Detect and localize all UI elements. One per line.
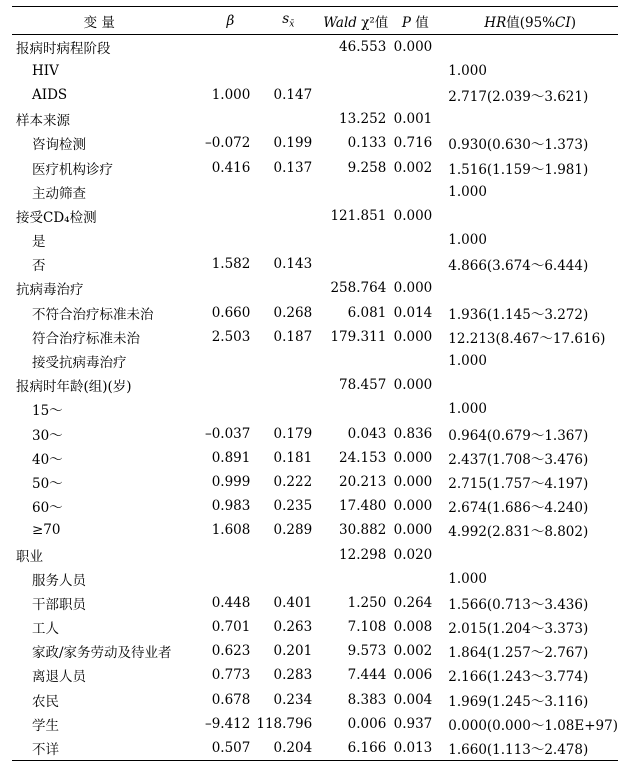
cell-variable: 职业	[16, 548, 43, 565]
cell-variable: 50～	[32, 475, 63, 492]
cell-p	[388, 252, 442, 276]
cell-se	[256, 180, 320, 204]
cell-se	[256, 204, 320, 228]
cell-hr: 1.000	[448, 570, 487, 587]
regression-table	[12, 6, 618, 761]
header-se-symbol: s	[282, 11, 290, 28]
cell-se: 0.179	[273, 425, 313, 442]
cell-hr: 1.516(1.159～1.981)	[448, 161, 589, 178]
cell-hr	[442, 276, 618, 300]
cell-variable: 是	[32, 234, 46, 251]
cell-beta	[187, 59, 257, 83]
cell-p: 0.000	[393, 280, 433, 297]
cell-p: 0.000	[393, 207, 433, 224]
cell-wald: 0.133	[347, 135, 387, 152]
cell-hr: 2.717(2.039～3.621)	[448, 88, 589, 105]
cell-hr: 1.000	[448, 232, 487, 249]
cell-se: 0.201	[273, 643, 313, 660]
table-row	[12, 615, 618, 639]
cell-beta	[187, 567, 257, 591]
cell-beta: 2.503	[211, 328, 251, 345]
cell-variable: 服务人员	[32, 572, 86, 589]
cell-wald: 258.764	[330, 280, 387, 297]
cell-hr: 4.866(3.674～6.444)	[448, 258, 589, 275]
header-hr	[442, 7, 618, 35]
cell-p: 0.000	[393, 449, 433, 466]
header-wald-rest: χ²值	[356, 14, 389, 31]
cell-beta: 0.416	[211, 159, 251, 176]
table-row	[12, 446, 618, 470]
table-row	[12, 155, 618, 179]
header-p	[388, 7, 442, 35]
table-row	[12, 301, 618, 325]
cell-wald: 78.457	[339, 377, 387, 394]
cell-wald	[320, 252, 388, 276]
cell-wald: 9.258	[347, 159, 387, 176]
cell-se: 0.222	[273, 473, 313, 490]
table-row	[12, 470, 618, 494]
table-row	[12, 204, 618, 228]
table-row	[12, 688, 618, 712]
cell-p: 0.937	[393, 715, 433, 732]
cell-variable: 报病时病程阶段	[16, 40, 111, 57]
cell-beta: 0.983	[211, 498, 251, 515]
cell-se: 0.199	[273, 135, 313, 152]
cell-variable: 主动筛查	[32, 185, 86, 202]
cell-variable: 干部职员	[32, 596, 86, 613]
table-row	[12, 567, 618, 591]
cell-hr	[442, 204, 618, 228]
cell-beta: –0.072	[204, 135, 251, 152]
table-row	[12, 349, 618, 373]
cell-variable: 样本来源	[16, 113, 70, 130]
cell-se	[256, 59, 320, 83]
cell-variable: 30～	[32, 427, 63, 444]
cell-se	[256, 397, 320, 421]
cell-variable: 抗病毒治疗	[16, 282, 84, 299]
cell-se: 0.143	[273, 256, 313, 273]
cell-beta: 0.891	[211, 449, 251, 466]
cell-p: 0.004	[393, 691, 433, 708]
cell-se: 0.187	[273, 328, 313, 345]
cell-wald: 30.882	[339, 522, 387, 539]
cell-variable: 报病时年龄(组)(岁)	[16, 379, 132, 396]
header-variable-label: 变 量	[83, 14, 115, 31]
cell-wald: 13.252	[339, 111, 387, 128]
cell-wald: 9.573	[347, 643, 387, 660]
cell-beta: 0.773	[211, 667, 251, 684]
table-row	[12, 276, 618, 300]
cell-wald	[320, 180, 388, 204]
cell-hr: 1.000	[448, 62, 487, 79]
cell-se: 0.268	[273, 304, 313, 321]
table-row	[12, 83, 618, 107]
table-row	[12, 712, 618, 736]
cell-wald: 7.108	[347, 619, 387, 636]
cell-p: 0.000	[393, 38, 433, 55]
cell-p: 0.008	[393, 619, 433, 636]
cell-p: 0.020	[393, 546, 433, 563]
cell-variable: HIV	[32, 62, 59, 79]
cell-variable: 不符合治疗标准未治	[32, 306, 154, 323]
cell-hr	[442, 35, 618, 59]
cell-hr: 1.969(1.245～3.116)	[448, 693, 589, 710]
cell-beta	[187, 349, 257, 373]
cell-wald: 46.553	[339, 38, 387, 55]
table-row	[12, 325, 618, 349]
cell-se	[256, 349, 320, 373]
cell-beta	[187, 228, 257, 252]
table-row	[12, 180, 618, 204]
cell-wald	[320, 397, 388, 421]
cell-se	[256, 542, 320, 566]
cell-beta	[187, 276, 257, 300]
cell-hr: 2.015(1.204～3.373)	[448, 621, 589, 638]
cell-hr: 2.674(1.686～4.240)	[448, 500, 589, 517]
cell-beta: 0.507	[187, 736, 257, 760]
cell-se	[256, 276, 320, 300]
table-row	[12, 663, 618, 687]
cell-variable: AIDS	[32, 86, 68, 103]
cell-hr: 1.864(1.257～2.767)	[448, 645, 589, 662]
cell-se: 0.181	[273, 449, 313, 466]
table-row	[12, 639, 618, 663]
table-row	[12, 422, 618, 446]
cell-se: 0.263	[273, 619, 313, 636]
cell-hr	[442, 373, 618, 397]
cell-variable: ≥70	[32, 522, 61, 539]
table-row	[12, 252, 618, 276]
table-row	[12, 228, 618, 252]
cell-wald: 6.166	[320, 736, 388, 760]
cell-se	[256, 567, 320, 591]
cell-p	[388, 397, 442, 421]
cell-p	[388, 180, 442, 204]
cell-wald	[320, 349, 388, 373]
cell-hr: 1.936(1.145～3.272)	[448, 306, 589, 323]
header-wald	[320, 7, 388, 35]
cell-wald	[320, 59, 388, 83]
cell-p: 0.000	[393, 328, 433, 345]
cell-beta	[187, 542, 257, 566]
header-hr-ci: CI	[555, 14, 571, 31]
table-row	[12, 131, 618, 155]
table-row	[12, 397, 618, 421]
cell-p: 0.013	[388, 736, 442, 760]
cell-hr: 0.964(0.679～1.367)	[448, 427, 589, 444]
cell-wald: 12.298	[339, 546, 387, 563]
cell-hr: 2.166(1.243～3.774)	[448, 669, 589, 686]
cell-wald: 0.006	[347, 715, 387, 732]
header-hr-mid: 值(95%	[506, 14, 556, 31]
header-variable	[12, 7, 187, 35]
cell-variable: 60～	[32, 500, 63, 517]
cell-wald	[320, 567, 388, 591]
cell-variable: 医疗机构诊疗	[32, 161, 113, 178]
cell-wald: 24.153	[339, 449, 387, 466]
cell-hr: 1.000	[448, 401, 487, 418]
cell-se: 0.235	[273, 498, 313, 515]
cell-p	[388, 59, 442, 83]
cell-variable: 接受CD₄检测	[16, 209, 97, 226]
cell-variable: 符合治疗标准未治	[32, 330, 140, 347]
cell-wald: 6.081	[347, 304, 387, 321]
cell-se: 0.234	[273, 691, 313, 708]
cell-se: 0.283	[273, 667, 313, 684]
cell-se	[256, 228, 320, 252]
table-row	[12, 518, 618, 542]
cell-beta: 0.701	[211, 619, 251, 636]
cell-p: 0.000	[393, 473, 433, 490]
table-row	[12, 59, 618, 83]
cell-p: 0.001	[393, 111, 433, 128]
cell-beta	[187, 35, 257, 59]
cell-se: 0.289	[273, 522, 313, 539]
cell-p: 0.836	[393, 425, 433, 442]
cell-hr: 1.660(1.113～2.478)	[442, 736, 618, 760]
cell-beta: 0.448	[211, 594, 251, 611]
cell-wald: 1.250	[347, 594, 387, 611]
cell-beta: 1.582	[211, 256, 251, 273]
cell-variable: 不详	[12, 736, 187, 760]
cell-beta	[187, 397, 257, 421]
cell-hr: 1.000	[448, 353, 487, 370]
cell-p	[388, 228, 442, 252]
cell-p: 0.000	[393, 522, 433, 539]
cell-p: 0.000	[393, 498, 433, 515]
cell-hr: 2.437(1.708～3.476)	[448, 451, 589, 468]
cell-variable: 离退人员	[32, 669, 86, 686]
header-hr-italic: HR	[484, 14, 507, 31]
cell-se: 0.137	[273, 159, 313, 176]
header-p-rest: 值	[410, 14, 429, 31]
cell-hr: 4.992(2.831～8.802)	[448, 524, 589, 541]
cell-p: 0.002	[393, 643, 433, 660]
header-wald-italic: Wald	[323, 14, 357, 31]
cell-beta: –0.037	[204, 425, 251, 442]
cell-se: 0.147	[273, 86, 313, 103]
cell-hr: 0.000(0.000～1.08E+97)	[448, 717, 618, 734]
cell-beta: –9.412	[204, 715, 251, 732]
table-row	[12, 736, 618, 760]
cell-wald: 179.311	[330, 328, 387, 345]
cell-wald	[320, 83, 388, 107]
cell-beta	[187, 373, 257, 397]
cell-variable: 工人	[32, 621, 59, 638]
cell-beta: 1.608	[211, 522, 251, 539]
cell-hr: 1.000	[448, 183, 487, 200]
table-header	[12, 7, 618, 35]
cell-se: 0.204	[256, 736, 320, 760]
cell-hr: 1.566(0.713～3.436)	[448, 596, 589, 613]
header-se-subscript: x̄	[289, 19, 295, 30]
cell-beta: 1.000	[211, 86, 251, 103]
cell-wald	[320, 228, 388, 252]
cell-variable: 家政/家务劳动及待业者	[32, 645, 172, 662]
cell-se	[256, 373, 320, 397]
header-beta-label: β	[226, 12, 235, 29]
cell-p: 0.006	[393, 667, 433, 684]
table-row	[12, 494, 618, 518]
cell-variable: 15～	[32, 403, 63, 420]
cell-hr: 0.930(0.630～1.373)	[448, 137, 589, 154]
header-p-italic: P	[401, 14, 411, 31]
header-beta	[187, 7, 257, 35]
cell-wald: 7.444	[347, 667, 387, 684]
cell-variable: 咨询检测	[32, 137, 86, 154]
cell-beta: 0.999	[211, 473, 251, 490]
cell-variable: 农民	[32, 693, 59, 710]
cell-se: 118.796	[256, 715, 313, 732]
cell-variable: 接受抗病毒治疗	[32, 355, 127, 372]
cell-wald: 17.480	[339, 498, 387, 515]
cell-p: 0.014	[393, 304, 433, 321]
table-body	[12, 35, 618, 761]
cell-p	[388, 83, 442, 107]
cell-hr	[442, 542, 618, 566]
cell-wald: 8.383	[347, 691, 387, 708]
cell-wald: 121.851	[330, 207, 387, 224]
cell-wald: 20.213	[339, 473, 387, 490]
table-row	[12, 107, 618, 131]
cell-beta: 0.678	[211, 691, 251, 708]
header-se	[256, 7, 320, 35]
cell-se: 0.401	[273, 594, 313, 611]
cell-hr	[442, 107, 618, 131]
cell-hr: 2.715(1.757～4.197)	[448, 475, 589, 492]
cell-beta	[187, 204, 257, 228]
header-row	[12, 7, 618, 35]
cell-p	[388, 567, 442, 591]
cell-variable: 学生	[32, 717, 59, 734]
cell-variable: 否	[32, 258, 46, 275]
table-row	[12, 35, 618, 59]
cell-beta	[187, 107, 257, 131]
header-hr-end: )	[570, 14, 576, 31]
cell-p: 0.716	[393, 135, 433, 152]
cell-variable: 40～	[32, 451, 63, 468]
cell-p: 0.000	[393, 377, 433, 394]
cell-p: 0.002	[393, 159, 433, 176]
cell-se	[256, 35, 320, 59]
cell-p: 0.264	[393, 594, 433, 611]
table-row	[12, 591, 618, 615]
cell-beta	[187, 180, 257, 204]
table-row	[12, 542, 618, 566]
cell-beta: 0.660	[211, 304, 251, 321]
cell-se	[256, 107, 320, 131]
cell-beta: 0.623	[211, 643, 251, 660]
cell-wald: 0.043	[347, 425, 387, 442]
cell-hr: 12.213(8.467～17.616)	[448, 330, 606, 347]
cell-p	[388, 349, 442, 373]
table-row	[12, 373, 618, 397]
